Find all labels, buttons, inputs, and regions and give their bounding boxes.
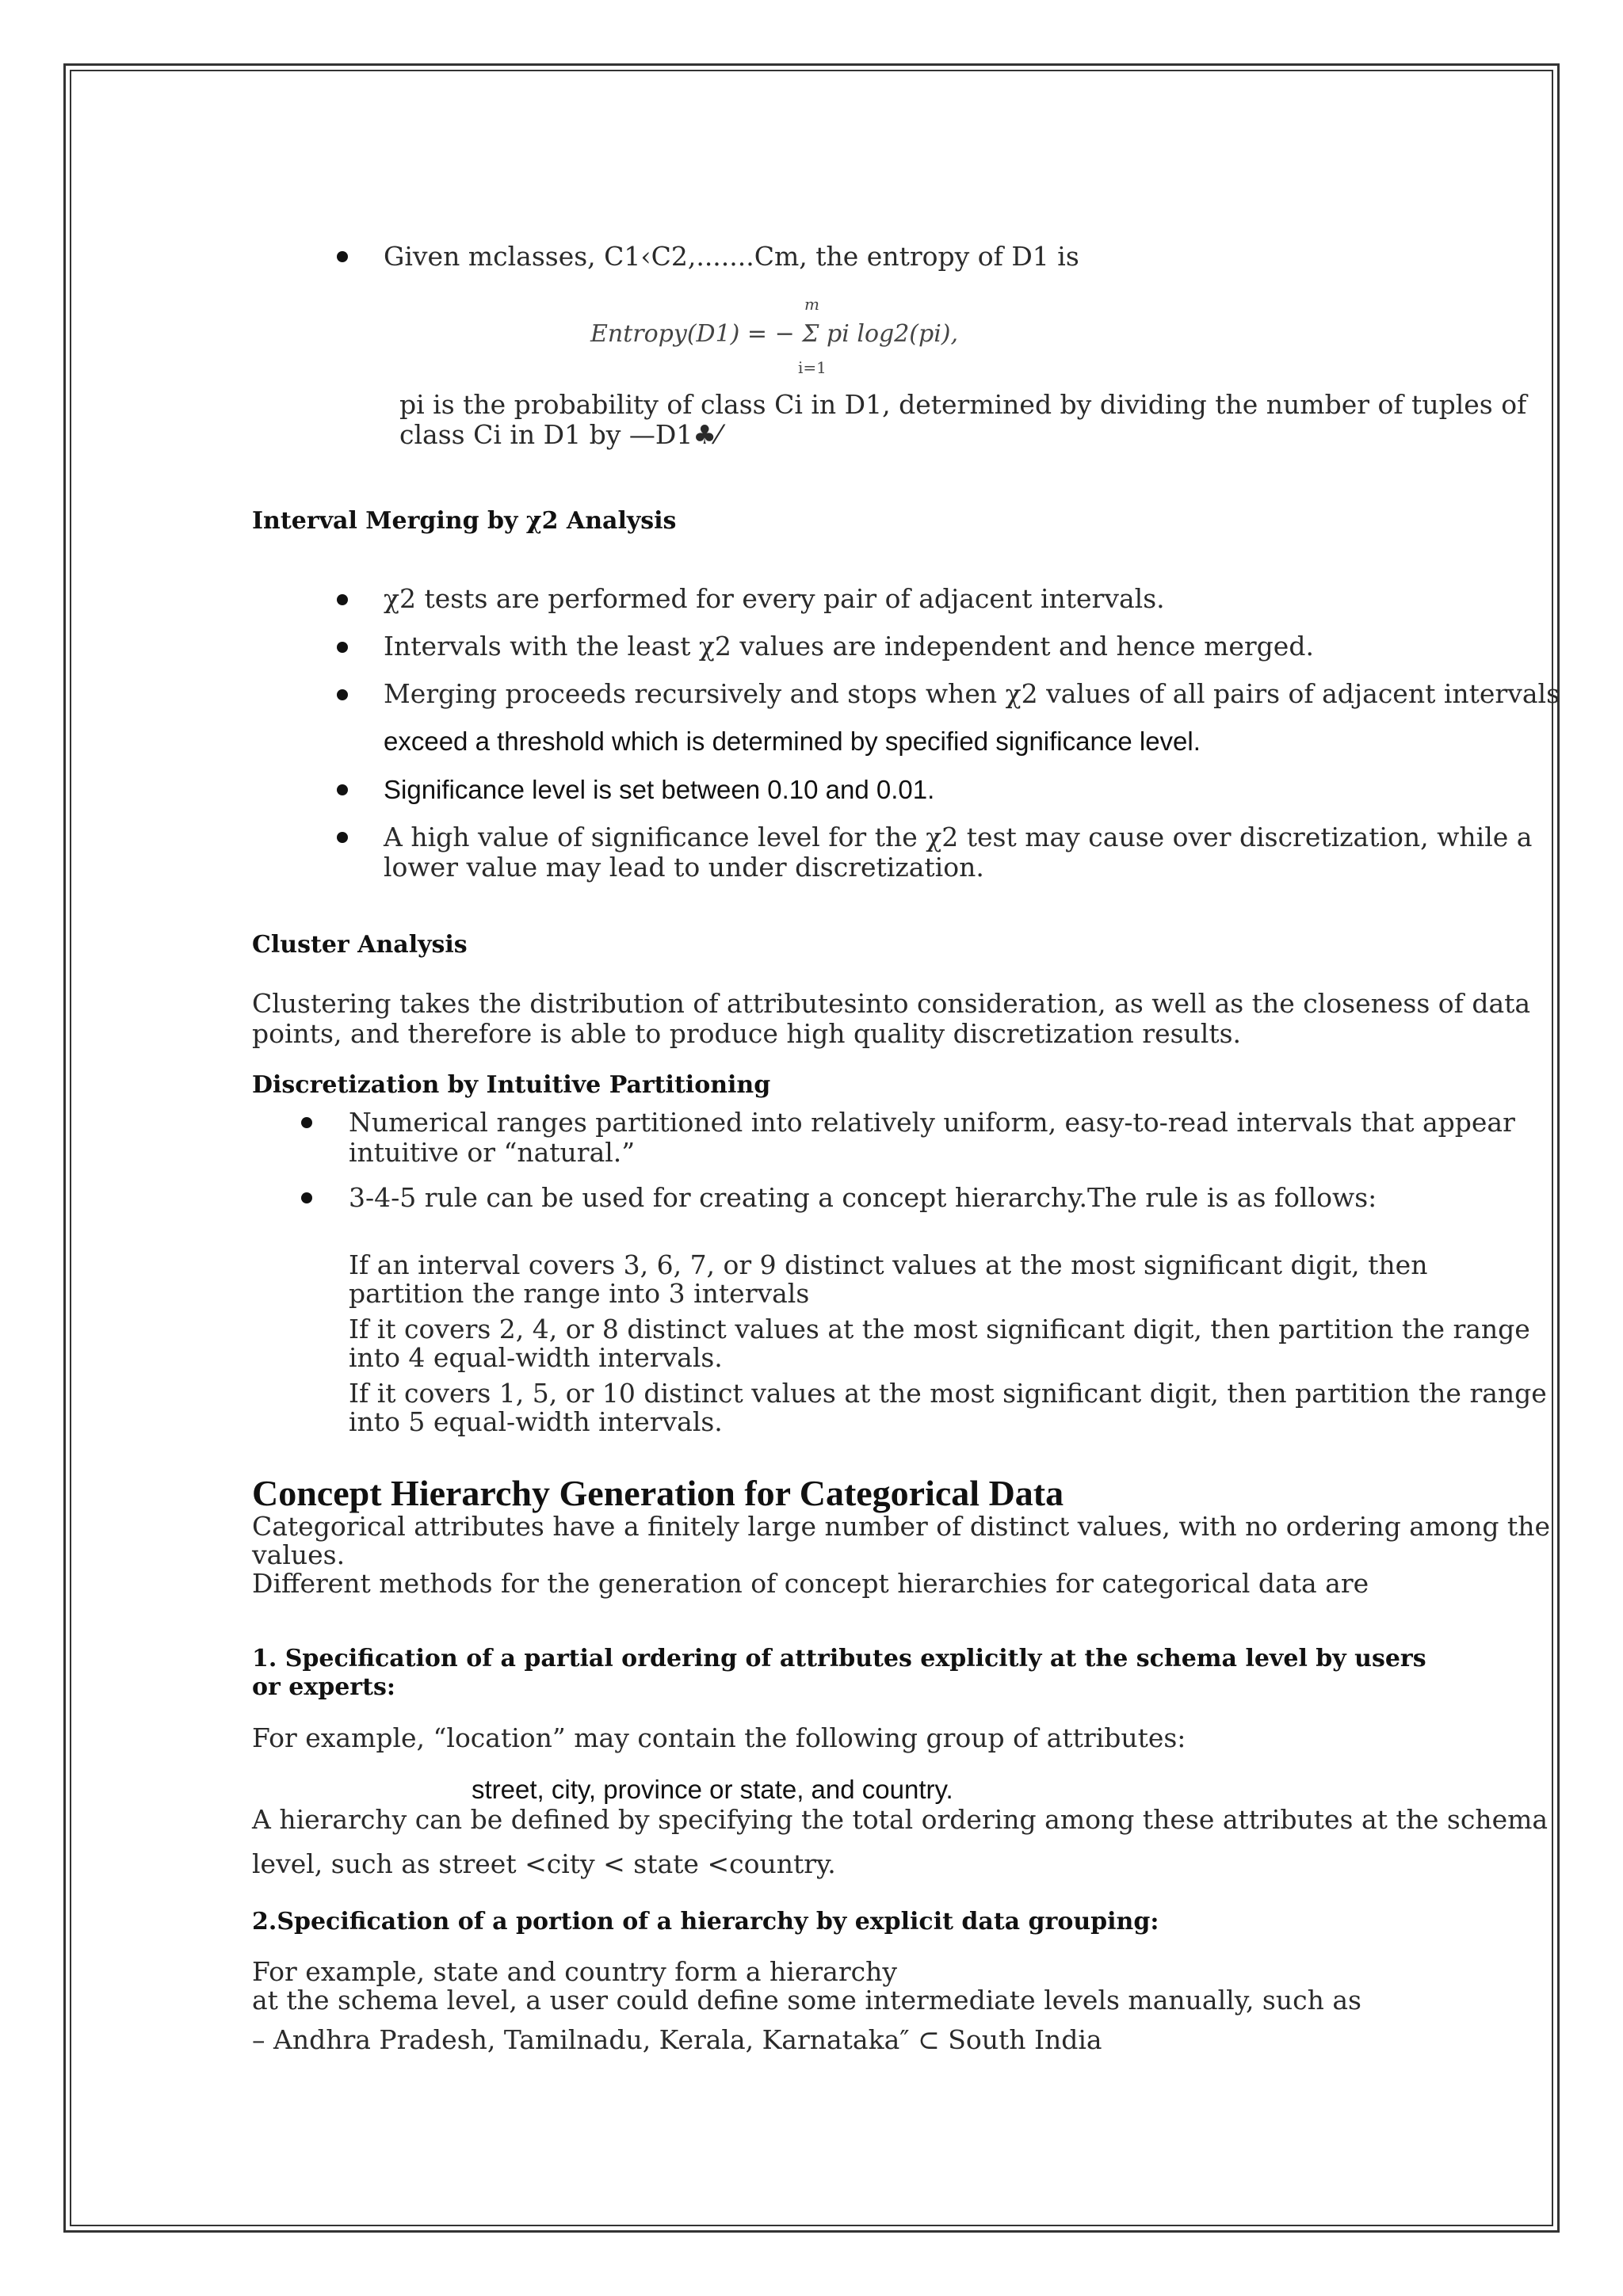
- spec1-heading-line1: 1. Specification of a partial ordering of attributes explicitly at the schema level by users: [252, 1645, 1426, 1672]
- cluster-line2: points, and therefore is able to produce high quality discretization results.: [252, 1018, 1242, 1049]
- formula-sum-top: m: [804, 295, 819, 314]
- rule-1-line1: If an interval covers 3, 6, 7, or 9 distinct values at the most significant digit, then: [349, 1249, 1428, 1280]
- intuitive-bullet-1-line2: intuitive or “natural.”: [349, 1137, 636, 1168]
- bullet: [301, 1192, 312, 1203]
- bullet: [337, 784, 348, 795]
- entropy-formula: [590, 295, 963, 382]
- interval-merging-heading: Interval Merging by χ2 Analysis: [252, 507, 677, 535]
- spec1-heading-line2: or experts:: [252, 1673, 395, 1701]
- entropy-given-line: Given mclasses, C1‹C2,.......Cm, the entropy of D1 is: [384, 241, 1079, 272]
- rule-2-line1: If it covers 2, 4, or 8 distinct values at the most significant digit, then partition the range: [349, 1314, 1530, 1344]
- merging-bullet-3: Merging proceeds recursively and stops when χ2 values of all pairs of adjacent intervals: [384, 678, 1560, 709]
- bullet: [337, 689, 348, 700]
- intuitive-heading: Discretization by Intuitive Partitioning: [252, 1071, 771, 1099]
- spec1-hierarchy-line1: A hierarchy can be defined by specifying the total ordering among these attributes at the schema: [252, 1804, 1549, 1835]
- bullet: [337, 251, 348, 262]
- bullet: [337, 594, 348, 605]
- spec1-example: For example, “location” may contain the following group of attributes:: [252, 1722, 1186, 1753]
- merging-bullet-4: Significance level is set between 0.10 and 0.01.: [384, 775, 935, 804]
- bullet: [337, 832, 348, 843]
- concept-heading: Concept Hierarchy Generation for Categorical Data: [252, 1473, 1064, 1513]
- merging-bullet-5: A high value of significance level for the χ2 test may cause over discretization, while a: [384, 822, 1533, 852]
- spec2-line3: – Andhra Pradesh, Tamilnadu, Kerala, Karnataka″ ⊂ South India: [252, 2024, 1102, 2055]
- rule-2-line2: into 4 equal-width intervals.: [349, 1342, 723, 1373]
- spec2-line1: For example, state and country form a hierarchy: [252, 1956, 897, 1987]
- entropy-probability-line2: class Ci in D1 by —D1♣⁄: [399, 419, 721, 450]
- rule-3-line2: into 5 equal-width intervals.: [349, 1406, 723, 1437]
- merging-bullet-1: χ2 tests are performed for every pair of adjacent intervals.: [384, 583, 1165, 614]
- merging-bullet-2: Intervals with the least χ2 values are independent and hence merged.: [384, 631, 1314, 662]
- formula-sum-bottom: i=1: [798, 358, 827, 377]
- spec1-hierarchy-line2: level, such as street <city < state <country.: [252, 1848, 836, 1879]
- rule-3-line1: If it covers 1, 5, or 10 distinct values at the most significant digit, then partition the range: [349, 1378, 1547, 1409]
- concept-line2: values.: [252, 1539, 346, 1570]
- merging-bullet-5-cont: lower value may lead to under discretization.: [384, 852, 984, 883]
- cluster-line1: Clustering takes the distribution of attributesinto consideration, as well as the closeness of data: [252, 988, 1531, 1019]
- spec2-line2: at the schema level, a user could define some intermediate levels manually, such as: [252, 1985, 1361, 2016]
- rule-1-line2: partition the range into 3 intervals: [349, 1278, 810, 1309]
- cluster-heading: Cluster Analysis: [252, 931, 468, 959]
- spec2-heading: 2.Specification of a portion of a hierarchy by explicit data grouping:: [252, 1908, 1159, 1936]
- merging-bullet-3-cont: exceed a threshold which is determined by specified significance level.: [384, 727, 1201, 756]
- concept-line3: Different methods for the generation of concept hierarchies for categorical data are: [252, 1568, 1369, 1599]
- entropy-probability-line1: pi is the probability of class Ci in D1, determined by dividing the number of tuples of: [399, 389, 1527, 420]
- concept-line1: Categorical attributes have a finitely large number of distinct values, with no ordering among the: [252, 1511, 1550, 1542]
- spec1-attributes: street, city, province or state, and country.: [472, 1775, 953, 1804]
- formula-text: Entropy(D1) = − Σ pi log2(pi),: [590, 320, 959, 348]
- intuitive-bullet-1-line1: Numerical ranges partitioned into relatively uniform, easy-to-read intervals that appear: [349, 1107, 1515, 1138]
- intuitive-bullet-2: 3-4-5 rule can be used for creating a concept hierarchy.The rule is as follows:: [349, 1182, 1377, 1213]
- bullet: [301, 1117, 312, 1128]
- bullet: [337, 642, 348, 653]
